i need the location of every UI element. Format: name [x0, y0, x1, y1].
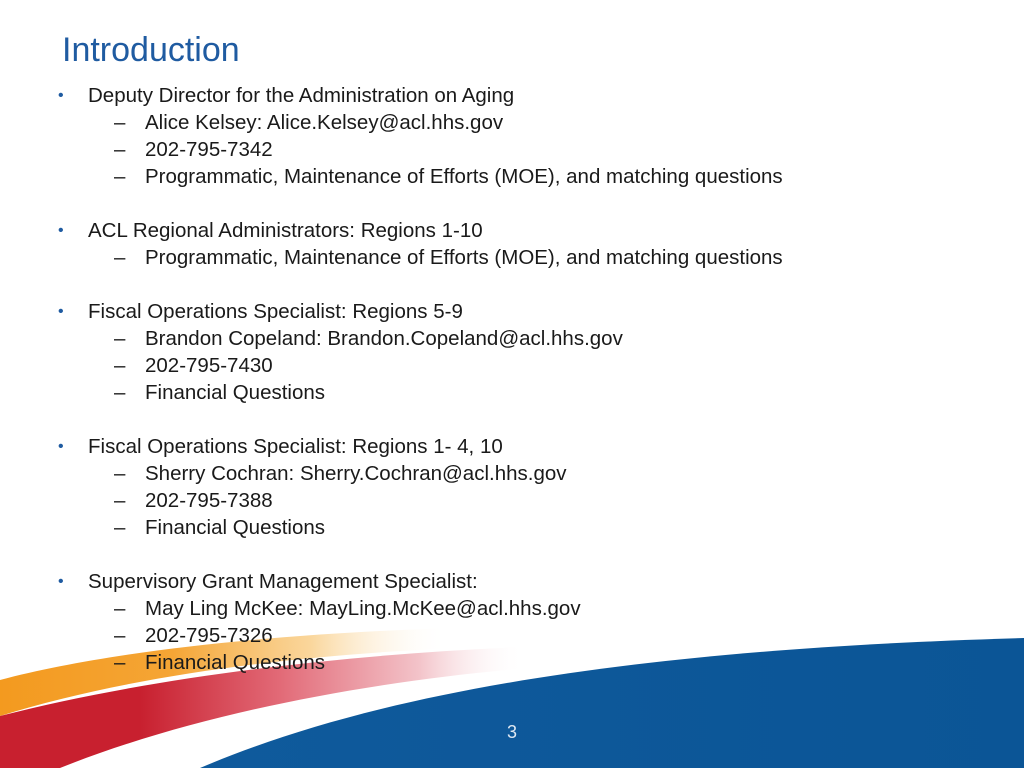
- contact-detail: Programmatic, Maintenance of Efforts (MOE), and matching questions: [145, 165, 783, 188]
- sub-list-item: [0, 487, 1024, 514]
- contact-detail: Sherry Cochran: Sherry.Cochran@acl.hhs.gov: [145, 462, 567, 485]
- sub-list-item: [0, 163, 1024, 190]
- sub-list-item: [0, 244, 1024, 271]
- dash-icon: –: [114, 516, 126, 539]
- contact-detail: 202-795-7388: [145, 489, 273, 512]
- contact-group-regional-administrators: [0, 217, 1024, 271]
- contact-detail: Financial Questions: [145, 516, 326, 539]
- sub-list-item: [0, 460, 1024, 487]
- list-item: [0, 217, 1024, 244]
- contact-heading: Fiscal Operations Specialist: Regions 1- 4, 10: [88, 435, 503, 458]
- contact-group-deputy-director: [0, 82, 1024, 190]
- contact-heading: Fiscal Operations Specialist: Regions 5-9: [88, 300, 463, 323]
- page-number: 3: [506, 722, 517, 742]
- contact-list: [0, 82, 1024, 703]
- sub-list-item: [0, 379, 1024, 406]
- dash-icon: –: [114, 597, 126, 620]
- dash-icon: –: [114, 327, 126, 350]
- contact-heading: ACL Regional Administrators: Regions 1-10: [88, 219, 483, 242]
- contact-detail: Alice Kelsey: Alice.Kelsey@acl.hhs.gov: [145, 111, 504, 134]
- contact-heading: Supervisory Grant Management Specialist:: [88, 570, 478, 593]
- contact-detail: Programmatic, Maintenance of Efforts (MOE), and matching questions: [145, 246, 783, 269]
- dash-icon: –: [114, 111, 126, 134]
- dash-icon: –: [114, 462, 126, 485]
- contact-detail: 202-795-7430: [145, 354, 273, 377]
- contact-detail: May Ling McKee: MayLing.McKee@acl.hhs.gov: [145, 597, 581, 620]
- dash-icon: –: [114, 489, 126, 512]
- bullet-icon: •: [58, 222, 64, 239]
- dash-icon: –: [114, 624, 126, 647]
- dash-icon: –: [114, 354, 126, 377]
- list-item: [0, 568, 1024, 595]
- sub-list-item: [0, 622, 1024, 649]
- dash-icon: –: [114, 651, 126, 674]
- bullet-icon: •: [58, 303, 64, 320]
- dash-icon: –: [114, 138, 126, 161]
- bullet-icon: •: [58, 573, 64, 590]
- list-item: [0, 298, 1024, 325]
- dash-icon: –: [114, 165, 126, 188]
- contact-heading: Deputy Director for the Administration on Aging: [88, 84, 515, 107]
- bullet-icon: •: [58, 87, 64, 104]
- sub-list-item: [0, 109, 1024, 136]
- sub-list-item: [0, 649, 1024, 676]
- contact-detail: 202-795-7342: [145, 138, 273, 161]
- contact-detail: 202-795-7326: [145, 624, 273, 647]
- list-item: [0, 82, 1024, 109]
- bullet-icon: •: [58, 438, 64, 455]
- page-title: Introduction: [62, 31, 240, 69]
- contact-detail: Financial Questions: [145, 651, 326, 674]
- dash-icon: –: [114, 246, 126, 269]
- sub-list-item: [0, 325, 1024, 352]
- contact-group-supervisory: [0, 568, 1024, 676]
- list-item: [0, 433, 1024, 460]
- dash-icon: –: [114, 381, 126, 404]
- sub-list-item: [0, 514, 1024, 541]
- sub-list-item: [0, 595, 1024, 622]
- contact-detail: Brandon Copeland: Brandon.Copeland@acl.hhs.gov: [145, 327, 623, 350]
- contact-detail: Financial Questions: [145, 381, 326, 404]
- contact-group-fiscal-1-4-10: [0, 433, 1024, 541]
- contact-group-fiscal-5-9: [0, 298, 1024, 406]
- sub-list-item: [0, 352, 1024, 379]
- sub-list-item: [0, 136, 1024, 163]
